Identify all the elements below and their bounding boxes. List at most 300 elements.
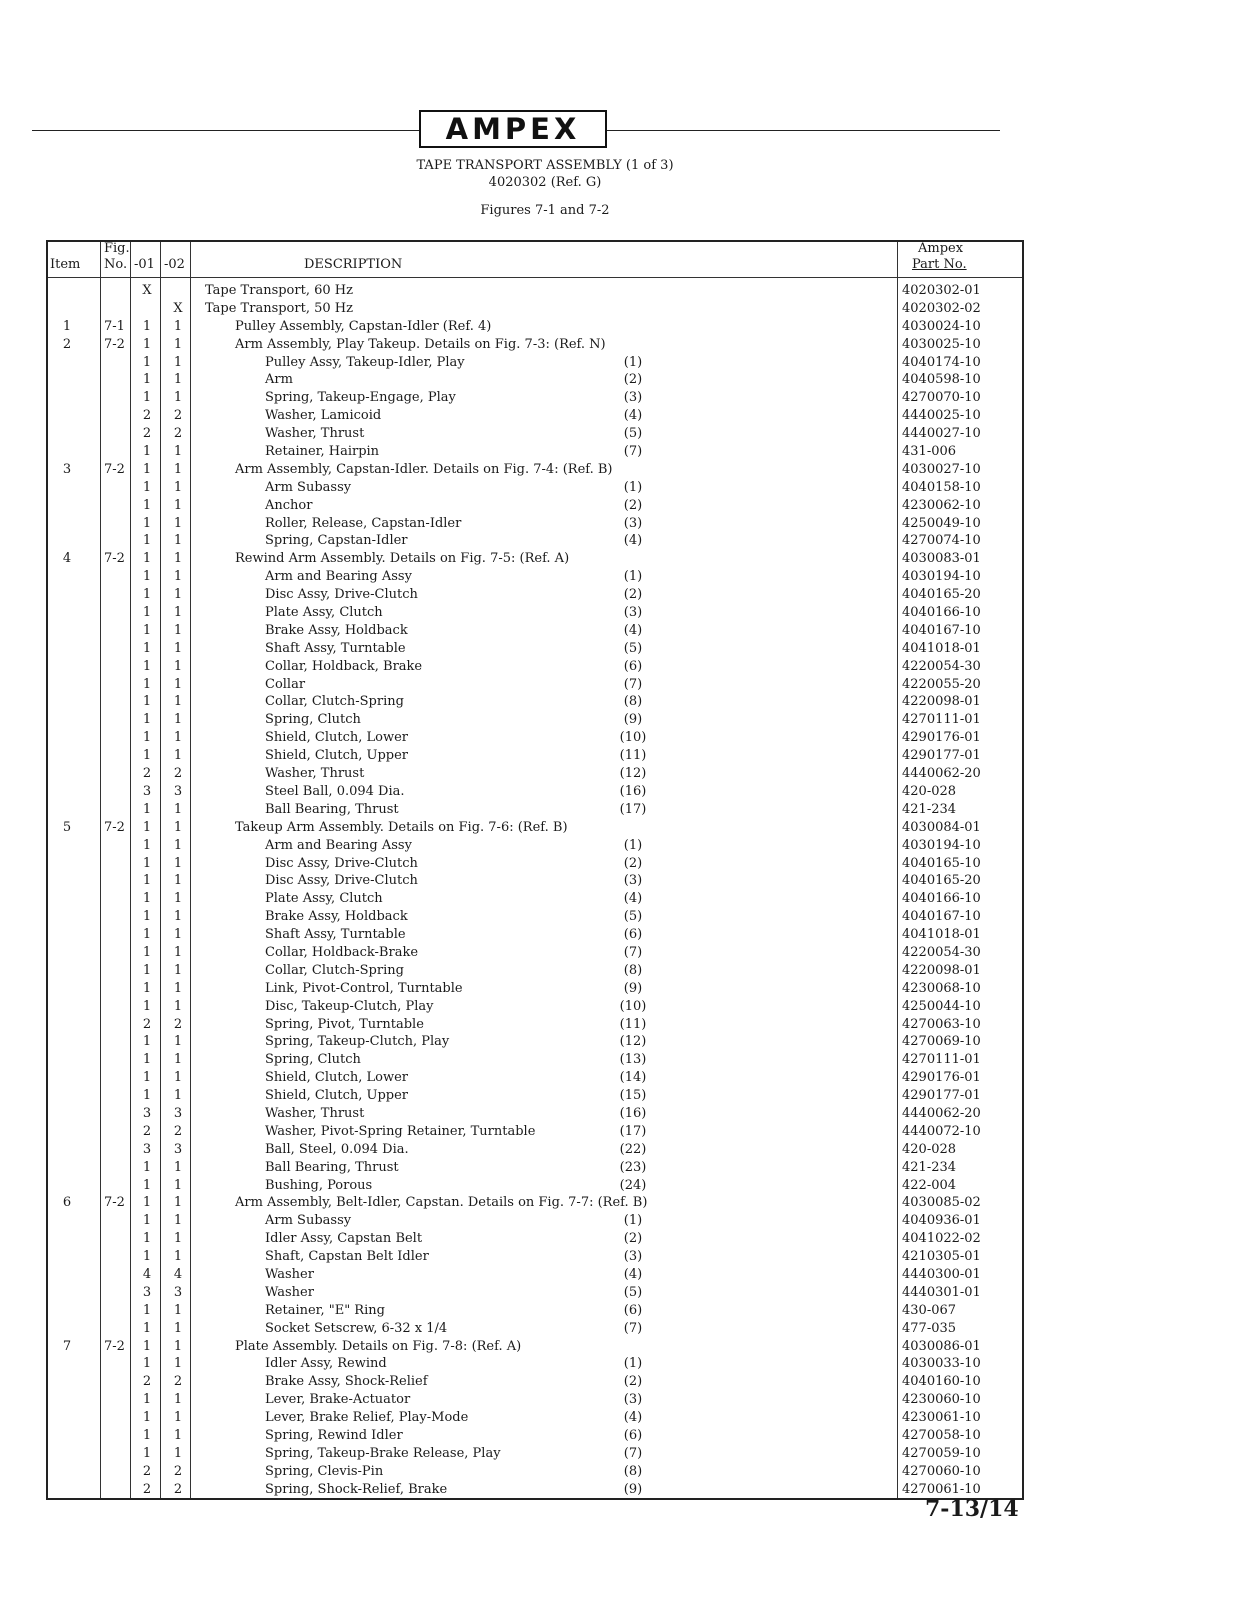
qty-02-cell: 1: [173, 461, 183, 477]
qty-02-cell: 2: [173, 1016, 183, 1032]
description-cell: Link, Pivot-Control, Turntable: [265, 980, 463, 996]
description-cell: Washer, Pivot-Spring Retainer, Turntable: [265, 1123, 536, 1139]
table-row: [48, 962, 1022, 980]
ref-cell: (1): [623, 569, 643, 585]
table-row: [48, 693, 1022, 711]
ref-cell: (2): [623, 587, 643, 603]
part-number-cell: 4040167-10: [902, 909, 981, 925]
table-row: [48, 550, 1022, 568]
part-number-cell: 4030025-10: [902, 336, 981, 352]
col-header-fig-line2: No.: [104, 257, 128, 272]
table-row: [48, 676, 1022, 694]
part-number-cell: 4290176-01: [902, 730, 981, 746]
qty-01-cell: 1: [142, 998, 152, 1014]
qty-02-cell: 1: [173, 1320, 183, 1336]
ref-cell: (11): [619, 1016, 647, 1032]
description-cell: Idler Assy, Capstan Belt: [265, 1231, 423, 1247]
part-number-cell: 4270060-10: [902, 1463, 981, 1479]
ref-cell: (1): [623, 1356, 643, 1372]
part-number-cell: 4030194-10: [902, 837, 981, 853]
qty-01-cell: 1: [142, 605, 152, 621]
part-number-cell: 4220098-01: [902, 694, 981, 710]
description-cell: Steel Ball, 0.094 Dia.: [265, 783, 405, 799]
part-number-cell: 4230060-10: [902, 1392, 981, 1408]
part-number-cell: 4040165-20: [902, 873, 981, 889]
description-cell: Ball Bearing, Thrust: [265, 1159, 399, 1175]
ref-cell: (12): [619, 1034, 647, 1050]
table-row: [48, 461, 1022, 479]
table-row: [48, 354, 1022, 372]
part-number-cell: 4210305-01: [902, 1249, 981, 1265]
description-cell: Disc Assy, Drive-Clutch: [265, 587, 418, 603]
description-cell: Arm Assembly, Capstan-Idler. Details on Fig. 7-4: (Ref. B): [235, 461, 613, 477]
qty-01-cell: 1: [142, 444, 152, 460]
table-row: [48, 1087, 1022, 1105]
fig-cell: 7-2: [104, 461, 125, 477]
table-row: [48, 729, 1022, 747]
part-number-cell: 4040598-10: [902, 372, 981, 388]
qty-02-cell: 1: [173, 730, 183, 746]
ref-cell: (4): [623, 1410, 643, 1426]
header-rule-right: [607, 130, 1000, 131]
part-number-cell: 4270063-10: [902, 1016, 981, 1032]
qty-02-cell: 1: [173, 1302, 183, 1318]
description-cell: Rewind Arm Assembly. Details on Fig. 7-5: (Ref. A): [235, 551, 570, 567]
qty-01-cell: 1: [142, 1302, 152, 1318]
description-cell: Spring, Shock-Relief, Brake: [265, 1481, 448, 1497]
table-row: [48, 497, 1022, 515]
logo-text: AMPEX: [445, 112, 581, 146]
item-cell: 3: [62, 461, 72, 477]
ref-cell: (2): [623, 1231, 643, 1247]
ref-cell: (24): [619, 1177, 647, 1193]
table-row: [48, 586, 1022, 604]
qty-02-cell: 1: [173, 354, 183, 370]
col-header-description: DESCRIPTION: [304, 257, 403, 272]
description-cell: Ball, Steel, 0.094 Dia.: [265, 1141, 409, 1157]
qty-02-cell: 1: [173, 1356, 183, 1372]
part-number-cell: 4270059-10: [902, 1445, 981, 1461]
description-cell: Plate Assy, Clutch: [265, 605, 383, 621]
part-number-cell: 4440301-01: [902, 1284, 981, 1300]
parts-table: [46, 240, 1024, 1500]
qty-02-cell: 1: [173, 748, 183, 764]
part-number-cell: 420-028: [902, 783, 957, 799]
qty-01-cell: 1: [142, 479, 152, 495]
part-number-cell: 4440025-10: [902, 408, 981, 424]
ref-cell: (2): [623, 855, 643, 871]
part-number-cell: 477-035: [902, 1320, 957, 1336]
table-row: [48, 837, 1022, 855]
qty-01-cell: 1: [142, 801, 152, 817]
qty-01-cell: 1: [142, 551, 152, 567]
ref-cell: (2): [623, 497, 643, 513]
table-row: [48, 1355, 1022, 1373]
qty-01-cell: 2: [142, 408, 152, 424]
table-row: [48, 1481, 1022, 1499]
ref-cell: (4): [623, 891, 643, 907]
description-cell: Arm and Bearing Assy: [265, 837, 412, 853]
qty-02-cell: 1: [173, 980, 183, 996]
fig-cell: 7-2: [104, 819, 125, 835]
col-header-fig-line1: Fig.: [104, 241, 130, 256]
part-number-cell: 4270111-01: [902, 1052, 981, 1068]
qty-01-cell: 1: [142, 1356, 152, 1372]
description-cell: Collar, Holdback, Brake: [265, 658, 423, 674]
qty-01-cell: 1: [142, 1392, 152, 1408]
description-cell: Collar, Clutch-Spring: [265, 694, 404, 710]
part-number-cell: 4040166-10: [902, 605, 981, 621]
table-row: [48, 318, 1022, 336]
description-cell: Brake Assy, Shock-Relief: [265, 1374, 428, 1390]
part-number-cell: 4040165-10: [902, 855, 981, 871]
ref-cell: (2): [623, 1374, 643, 1390]
qty-02-cell: 1: [173, 390, 183, 406]
part-number-cell: 4030027-10: [902, 461, 981, 477]
table-row: [48, 336, 1022, 354]
table-row: [48, 1230, 1022, 1248]
description-cell: Shield, Clutch, Upper: [265, 1088, 408, 1104]
qty-01-cell: 2: [142, 426, 152, 442]
description-cell: Ball Bearing, Thrust: [265, 801, 399, 817]
qty-02-cell: 1: [173, 1195, 183, 1211]
qty-01-cell: 1: [142, 461, 152, 477]
qty-02-cell: 1: [173, 658, 183, 674]
ref-cell: (1): [623, 837, 643, 853]
parts-rows: [48, 282, 1022, 1499]
qty-02-cell: 2: [173, 408, 183, 424]
ref-cell: (3): [623, 605, 643, 621]
qty-02-cell: 2: [173, 426, 183, 442]
page-number: 7-13/14: [925, 1496, 1019, 1522]
table-row: [48, 1069, 1022, 1087]
qty-02-cell: 1: [173, 962, 183, 978]
qty-01-cell: 2: [142, 766, 152, 782]
description-cell: Pulley Assy, Takeup-Idler, Play: [265, 354, 465, 370]
table-row: [48, 980, 1022, 998]
qty-01-cell: 1: [142, 819, 152, 835]
part-number-cell: 4270069-10: [902, 1034, 981, 1050]
qty-02-cell: 1: [173, 1392, 183, 1408]
table-row: [48, 908, 1022, 926]
description-cell: Brake Assy, Holdback: [265, 909, 408, 925]
qty-02-cell: 2: [173, 1463, 183, 1479]
qty-01-cell: 2: [142, 1016, 152, 1032]
description-cell: Spring, Rewind Idler: [265, 1428, 403, 1443]
qty-02-cell: 1: [173, 336, 183, 352]
part-number-cell: 4290177-01: [902, 1088, 981, 1104]
description-cell: Plate Assembly. Details on Fig. 7-8: (Ref. A): [235, 1338, 522, 1354]
qty-02-cell: 1: [173, 801, 183, 817]
description-cell: Lever, Brake-Actuator: [265, 1392, 411, 1408]
qty-02-cell: 1: [173, 944, 183, 960]
ref-cell: (4): [623, 408, 643, 424]
qty-01-cell: 1: [142, 318, 152, 334]
qty-01-cell: 1: [142, 944, 152, 960]
ref-cell: (6): [623, 1302, 643, 1318]
description-cell: Arm Subassy: [265, 1213, 352, 1229]
qty-01-cell: 1: [142, 1338, 152, 1354]
qty-01-cell: 1: [142, 855, 152, 871]
table-row: [48, 944, 1022, 962]
qty-02-cell: 1: [173, 1159, 183, 1175]
qty-01-cell: 2: [142, 1463, 152, 1479]
ref-cell: (4): [623, 1266, 643, 1282]
qty-01-cell: 1: [142, 873, 152, 889]
part-number-cell: 4030024-10: [902, 318, 981, 334]
part-number-cell: 421-234: [902, 1159, 957, 1175]
ref-cell: (5): [623, 426, 643, 442]
qty-01-cell: 1: [142, 1034, 152, 1050]
description-cell: Shield, Clutch, Upper: [265, 748, 408, 764]
ref-cell: (9): [623, 980, 643, 996]
qty-02-cell: 1: [173, 587, 183, 603]
fig-cell: 7-2: [104, 551, 125, 567]
part-number-cell: 4030084-01: [902, 819, 981, 835]
ref-cell: (4): [623, 622, 643, 638]
col-header-02: -02: [164, 257, 185, 272]
qty-02-cell: 1: [173, 891, 183, 907]
doc-part-number: 4020302 (Ref. G): [488, 175, 602, 190]
item-cell: 4: [62, 551, 72, 567]
table-row: [48, 1212, 1022, 1230]
qty-01-cell: 1: [142, 1195, 152, 1211]
table-row: [48, 640, 1022, 658]
qty-01-cell: 1: [142, 837, 152, 853]
qty-02-cell: 1: [173, 533, 183, 549]
qty-02-cell: 1: [173, 855, 183, 871]
ref-cell: (14): [619, 1070, 647, 1086]
table-row: [48, 819, 1022, 837]
qty-01-cell: 1: [142, 1249, 152, 1265]
table-row: [48, 1033, 1022, 1051]
part-number-cell: 4040160-10: [902, 1374, 981, 1390]
qty-01-cell: 2: [142, 1374, 152, 1390]
ref-cell: (7): [623, 676, 643, 692]
ref-cell: (8): [623, 1463, 643, 1479]
part-number-cell: 4230061-10: [902, 1410, 981, 1426]
description-cell: Spring, Takeup-Engage, Play: [265, 390, 456, 406]
qty-02-cell: 2: [173, 1481, 183, 1497]
col-header-part-no: Part No.: [912, 257, 967, 272]
qty-02-cell: 2: [173, 1374, 183, 1390]
col-header-ampex: Ampex: [918, 241, 964, 256]
table-row: [48, 1177, 1022, 1195]
table-row: [48, 872, 1022, 890]
part-number-cell: 4030194-10: [902, 569, 981, 585]
qty-01-cell: 1: [142, 1052, 152, 1068]
description-cell: Roller, Release, Capstan-Idler: [265, 515, 462, 531]
fig-cell: 7-2: [104, 1338, 125, 1354]
table-row: [48, 1463, 1022, 1481]
description-cell: Washer, Thrust: [265, 766, 365, 782]
qty-02-cell: 2: [173, 766, 183, 782]
table-row: [48, 801, 1022, 819]
qty-02-cell: 1: [173, 694, 183, 710]
qty-01-cell: 1: [142, 909, 152, 925]
part-number-cell: 4220098-01: [902, 962, 981, 978]
table-row: [48, 425, 1022, 443]
item-cell: 5: [62, 819, 72, 835]
part-number-cell: 4440300-01: [902, 1266, 981, 1282]
ref-cell: (1): [623, 479, 643, 495]
qty-02-cell: 1: [173, 1088, 183, 1104]
part-number-cell: 4040158-10: [902, 479, 981, 495]
part-number-cell: 4270070-10: [902, 390, 981, 406]
table-row: [48, 532, 1022, 550]
qty-02-cell: 1: [173, 712, 183, 728]
qty-01-cell: 1: [142, 927, 152, 943]
ref-cell: (5): [623, 909, 643, 925]
qty-01-cell: 1: [142, 658, 152, 674]
part-number-cell: 430-067: [902, 1302, 957, 1318]
ref-cell: (5): [623, 1284, 643, 1300]
qty-02-cell: 3: [173, 1105, 183, 1121]
ref-cell: (7): [623, 944, 643, 960]
qty-01-cell: 1: [142, 676, 152, 692]
table-row: [48, 1373, 1022, 1391]
description-cell: Collar, Clutch-Spring: [265, 962, 404, 978]
part-number-cell: 4220054-30: [902, 944, 981, 960]
table-row: [48, 998, 1022, 1016]
qty-01-cell: 1: [142, 587, 152, 603]
doc-figures: Figures 7-1 and 7-2: [480, 203, 610, 218]
description-cell: Washer, Thrust: [265, 1105, 365, 1121]
table-row: [48, 479, 1022, 497]
table-row: [48, 1123, 1022, 1141]
ref-cell: (10): [619, 730, 647, 746]
description-cell: Washer, Lamicoid: [265, 408, 382, 424]
description-cell: Disc, Takeup-Clutch, Play: [265, 998, 434, 1014]
table-row: [48, 926, 1022, 944]
ref-cell: (12): [619, 766, 647, 782]
description-cell: Disc Assy, Drive-Clutch: [265, 855, 418, 871]
description-cell: Washer: [265, 1266, 314, 1282]
qty-02-cell: 4: [173, 1266, 183, 1282]
qty-01-cell: 1: [142, 1410, 152, 1426]
ref-cell: (10): [619, 998, 647, 1014]
ref-cell: (6): [623, 658, 643, 674]
qty-02-cell: 1: [173, 605, 183, 621]
table-row: [48, 890, 1022, 908]
table-row: [48, 515, 1022, 533]
table-row: [48, 1391, 1022, 1409]
table-row: [48, 282, 1022, 300]
part-number-cell: 4220054-30: [902, 658, 981, 674]
qty-02-cell: 1: [173, 1445, 183, 1461]
qty-02-cell: 1: [173, 497, 183, 513]
qty-01-cell: 1: [142, 1088, 152, 1104]
part-number-cell: 421-234: [902, 801, 957, 817]
qty-02-cell: 1: [173, 927, 183, 943]
part-number-cell: 4230068-10: [902, 980, 981, 996]
item-cell: 2: [62, 336, 72, 352]
fig-cell: 7-2: [104, 336, 125, 352]
table-row: [48, 855, 1022, 873]
part-number-cell: 4040174-10: [902, 354, 981, 370]
table-row: [48, 783, 1022, 801]
part-number-cell: 4440027-10: [902, 426, 981, 442]
description-cell: Collar, Holdback-Brake: [265, 944, 419, 960]
part-number-cell: 431-006: [902, 444, 957, 460]
description-cell: Shaft Assy, Turntable: [265, 927, 406, 943]
qty-01-cell: 1: [142, 1177, 152, 1193]
qty-02-cell: 1: [173, 551, 183, 567]
table-row: [48, 1266, 1022, 1284]
col-header-01: -01: [134, 257, 155, 272]
ref-cell: (1): [623, 1213, 643, 1229]
table-row: [48, 1159, 1022, 1177]
qty-02-cell: 1: [173, 873, 183, 889]
description-cell: Arm: [265, 372, 293, 388]
qty-01-cell: 1: [142, 640, 152, 656]
part-number-cell: 4040165-20: [902, 587, 981, 603]
qty-02-cell: 1: [173, 1231, 183, 1247]
description-cell: Spring, Clevis-Pin: [265, 1463, 384, 1479]
description-cell: Retainer, Hairpin: [265, 444, 380, 460]
part-number-cell: 4270074-10: [902, 533, 981, 549]
ref-cell: (23): [619, 1159, 647, 1175]
table-row: [48, 1016, 1022, 1034]
description-cell: Shield, Clutch, Lower: [265, 1070, 408, 1086]
ref-cell: (4): [623, 533, 643, 549]
ampex-logo: [419, 110, 607, 148]
part-number-cell: 4040167-10: [902, 622, 981, 638]
qty-01-cell: 1: [142, 712, 152, 728]
qty-02-cell: 1: [173, 819, 183, 835]
qty-02-cell: 3: [173, 783, 183, 799]
qty-01-cell: 2: [142, 1123, 152, 1139]
qty-02-cell: 1: [173, 1052, 183, 1068]
qty-02-cell: 1: [173, 1070, 183, 1086]
table-row: [48, 1338, 1022, 1356]
qty-01-cell: 1: [142, 390, 152, 406]
description-cell: Retainer, "E" Ring: [265, 1302, 385, 1318]
qty-02-cell: 1: [173, 676, 183, 692]
description-cell: Spring, Takeup-Clutch, Play: [265, 1034, 450, 1050]
table-row: [48, 604, 1022, 622]
description-cell: Disc Assy, Drive-Clutch: [265, 873, 418, 889]
description-cell: Tape Transport, 50 Hz: [205, 300, 353, 316]
header-rule-left: [32, 130, 419, 131]
qty-01-cell: 1: [142, 962, 152, 978]
description-cell: Anchor: [265, 497, 313, 513]
qty-01-cell: 3: [142, 783, 152, 799]
doc-title: TAPE TRANSPORT ASSEMBLY (1 of 3): [416, 158, 674, 173]
ref-cell: (16): [619, 783, 647, 799]
description-cell: Spring, Takeup-Brake Release, Play: [265, 1445, 501, 1461]
table-row: [48, 1320, 1022, 1338]
description-cell: Spring, Capstan-Idler: [265, 533, 408, 549]
description-cell: Bushing, Porous: [265, 1177, 373, 1193]
part-number-cell: 4270061-10: [902, 1481, 981, 1497]
table-row: [48, 1051, 1022, 1069]
ref-cell: (3): [623, 390, 643, 406]
qty-01-cell: 3: [142, 1284, 152, 1300]
qty-02-cell: 2: [173, 1123, 183, 1139]
ref-cell: (11): [619, 748, 647, 764]
table-row: [48, 1284, 1022, 1302]
part-number-cell: 4230062-10: [902, 497, 981, 513]
ref-cell: (7): [623, 1445, 643, 1461]
description-cell: Idler Assy, Rewind: [265, 1356, 387, 1372]
qty-02-cell: 1: [173, 837, 183, 853]
part-number-cell: 4250049-10: [902, 515, 981, 531]
qty-02-cell: 1: [173, 1410, 183, 1426]
part-number-cell: 4020302-02: [902, 300, 981, 316]
table-row: [48, 1427, 1022, 1445]
description-cell: Spring, Pivot, Turntable: [265, 1016, 424, 1032]
